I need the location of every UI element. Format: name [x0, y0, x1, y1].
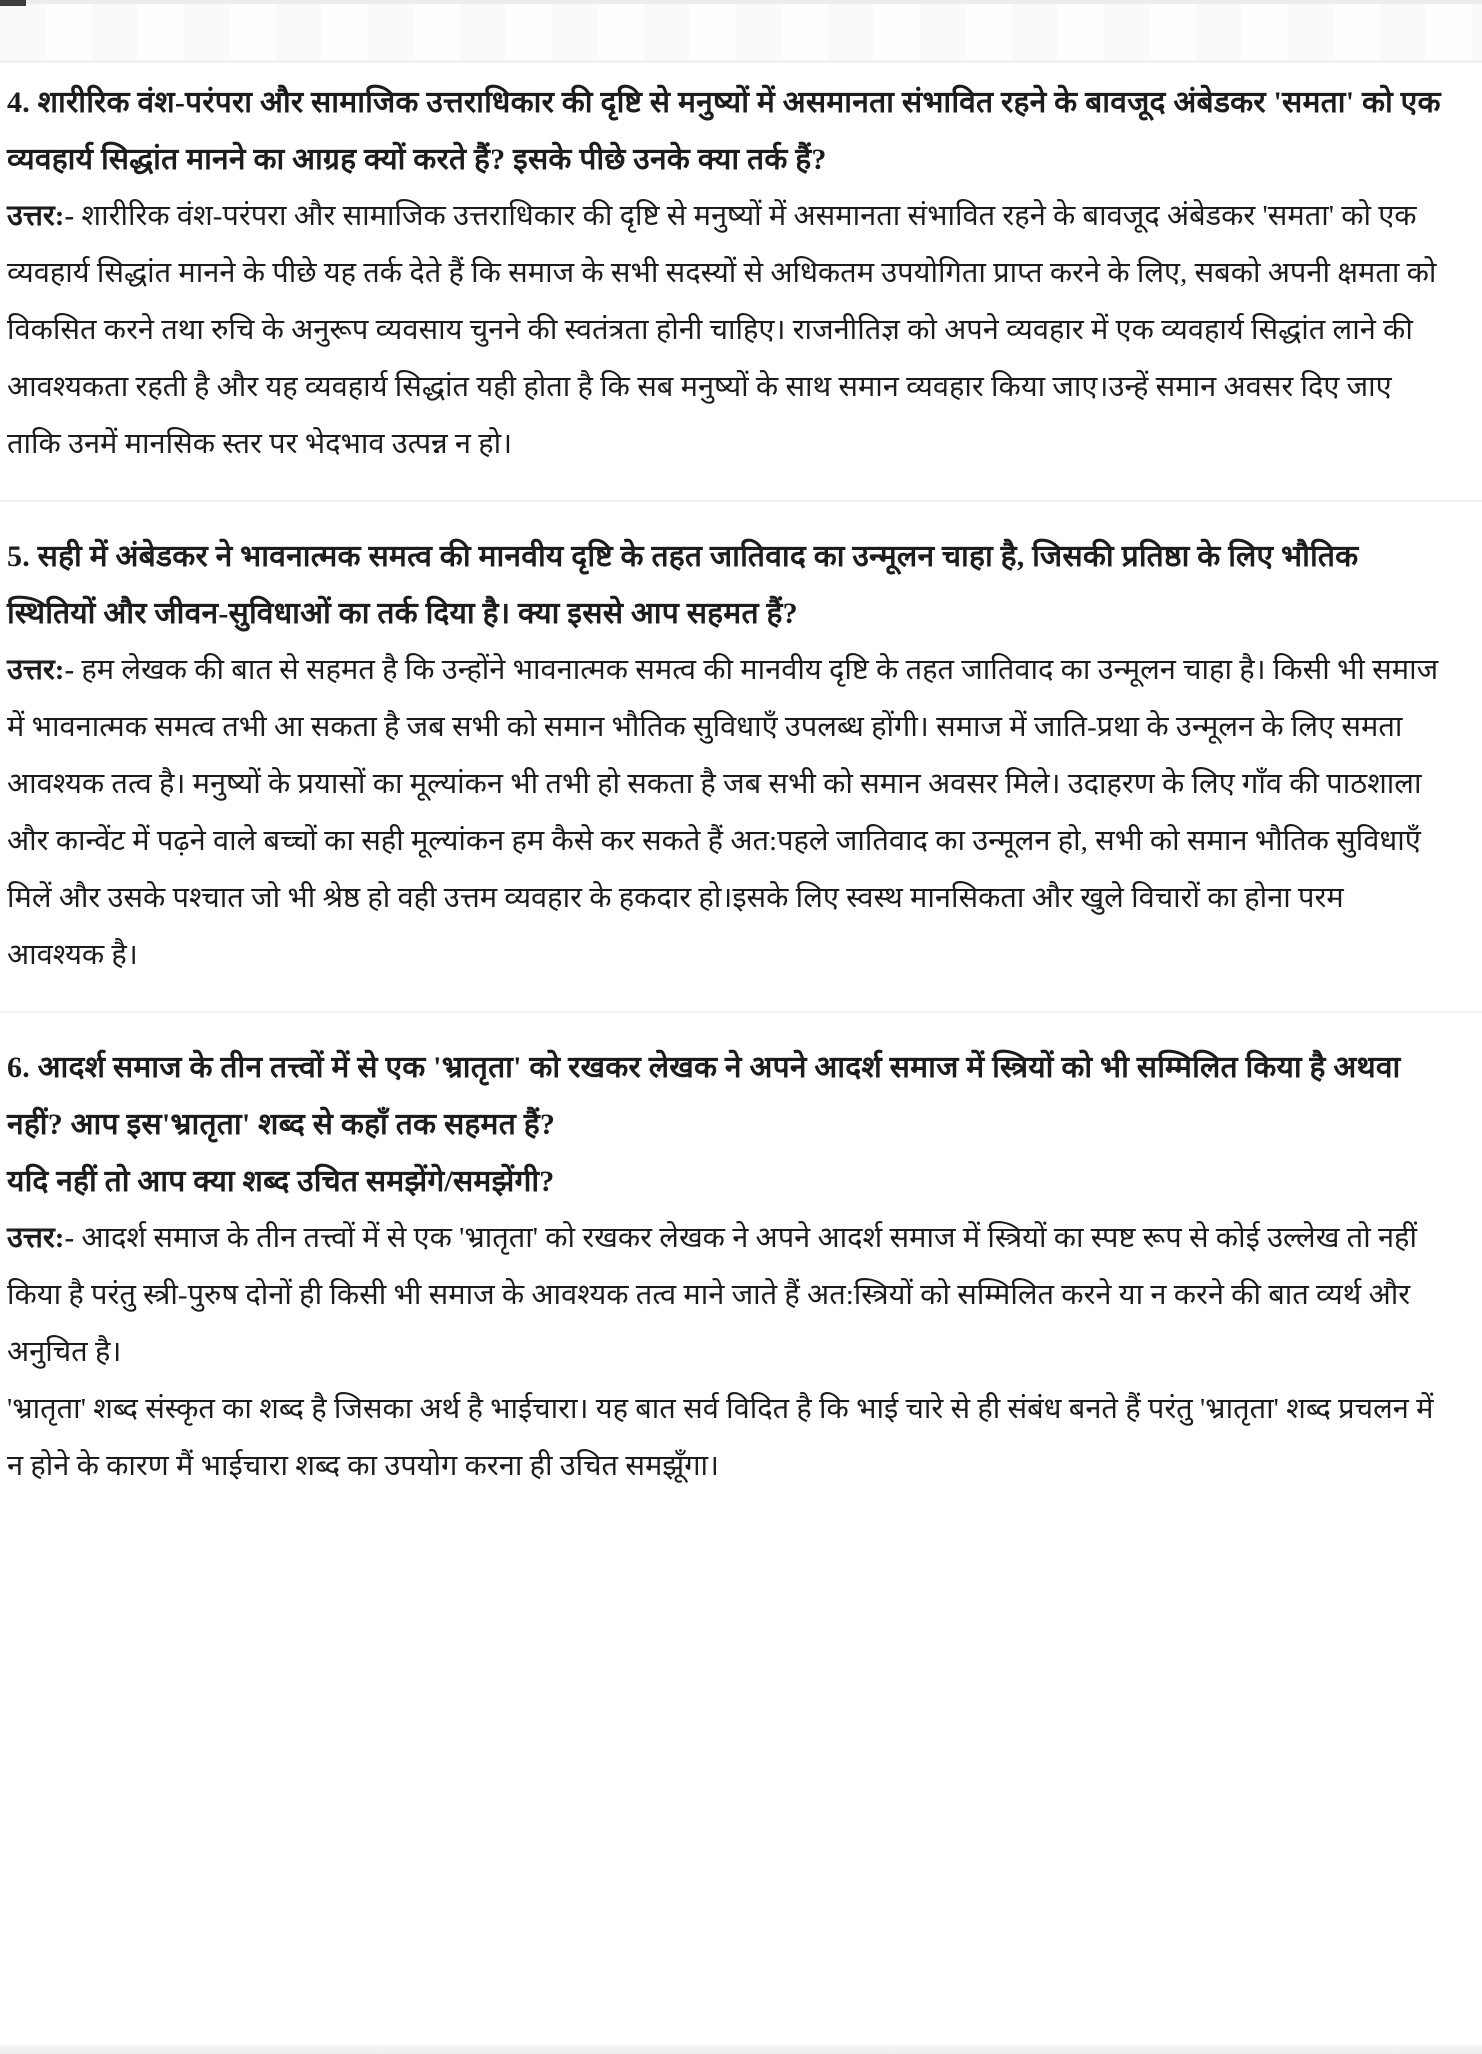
footer-strip [0, 2045, 1482, 2054]
question-subheading: यदि नहीं तो आप क्या शब्द उचित समझेंगे/समझेंगी? [7, 1165, 555, 1198]
answer-text: शारीरिक वंश-परंपरा और सामाजिक उत्तराधिकार की दृष्टि से मनुष्यों में असमानता संभावित रहने के बावजूद अंबेडकर 'समता' को एक व्यवहार्य सिद्धांत मानने के पीछे यह तर्क देते हैं कि समाज के सभी सदस्यों से अधिकतम उपयोगिता प्राप्त करने के लिए, सबको अपनी क्षमता को विकसित करने तथा रुचि के अनुरूप व्यवसाय चुनने की स्वतंत्रता होनी चाहिए। राजनीतिज्ञ को अपने व्यवहार में एक व्यवहार्य सिद्धांत लाने की आवश्यकता रहती है और यह व्यवहार्य सिद्धांत यही होता है कि सब मनुष्यों के साथ समान व्यवहार किया जाए।उन्हें समान अवसर दिए जाए ताकि उनमें मानसिक स्तर पर भेदभाव उत्पन्न न हो। [7, 200, 1437, 460]
answer-paragraph [7, 188, 1442, 473]
answer-paragraph [7, 642, 1442, 984]
question-heading: 4. शारीरिक वंश-परंपरा और सामाजिक उत्तराधिकार की दृष्टि से मनुष्यों में असमानता संभावित रहने के बावजूद अंबेडकर 'समता' को एक व्यवहार्य सिद्धांत मानने का आग्रह क्यों करते हैं? इसके पीछे उनके क्या तर्क हैं? [7, 86, 1441, 176]
answer-label: उत्तर:- [7, 200, 82, 232]
qa-section [7, 74, 1442, 473]
answer-label: उत्तर:- [7, 1222, 82, 1254]
section-divider [0, 1011, 1482, 1013]
question-heading: 6. आदर्श समाज के तीन तत्त्वों में से एक 'भ्रातृता' को रखकर लेखक ने अपने आदर्श समाज में स्त्रियों को भी सम्मिलित किया है अथवा नहीं? आप इस'भ्रातृता' शब्द से कहाँ तक सहमत हैं? [7, 1051, 1401, 1141]
answer-text: हम लेखक की बात से सहमत है कि उन्होंने भावनात्मक समत्व की मानवीय दृष्टि के तहत जातिवाद का उन्मूलन चाहा है। किसी भी समाज में भावनात्मक समत्व तभी आ सकता है जब सभी को समान भौतिक सुविधाएँ उपलब्ध होंगी। समाज में जाति-प्रथा के उन्मूलन के लिए समता आवश्यक तत्व है। मनुष्यों के प्रयासों का मूल्यांकन भी तभी हो सकता है जब सभी को समान अवसर मिले। उदाहरण के लिए गाँव की पाठशाला और कान्वेंट में पढ़ने वाले बच्चों का सही मूल्यांकन हम कैसे कर सकते हैं अत:पहले जातिवाद का उन्मूलन हो, सभी को समान भौतिक सुविधाएँ मिलें और उसके पश्चात जो भी श्रेष्ठ हो वही उत्तम व्यवहार के हकदार हो।इसके लिए स्वस्थ मानसिकता और खुले विचारों का होना परम आवश्यक है। [7, 654, 1439, 971]
qa-section [7, 1039, 1442, 1495]
question-heading: 5. सही में अंबेडकर ने भावनात्मक समत्व की मानवीय दृष्टि के तहत जातिवाद का उन्मूलन चाहा है, जिसकी प्रतिष्ठा के लिए भौतिक स्थितियों और जीवन-सुविधाओं का तर्क दिया है। क्या इससे आप सहमत हैं? [7, 540, 1359, 630]
qa-content [0, 74, 1482, 1495]
answer-paragraph [7, 1210, 1442, 1381]
answer-text: आदर्श समाज के तीन तत्त्वों में से एक 'भ्रातृता' को रखकर लेखक ने अपने आदर्श समाज में स्त्रियों का स्पष्ट रूप से कोई उल्लेख तो नहीं किया है परंतु स्त्री-पुरुष दोनों ही किसी भी समाज के आवश्यक तत्व माने जाते हैं अत:स्त्रियों को सम्मिलित करने या न करने की बात व्यर्थ और अनुचित है। [7, 1222, 1417, 1368]
answer-paragraph [7, 1381, 1442, 1495]
answer-text: 'भ्रातृता' शब्द संस्कृत का शब्द है जिसका अर्थ है भाईचारा। यह बात सर्व विदित है कि भाई चारे से ही संबंध बनते हैं परंतु 'भ्रातृता' शब्द प्रचलन में न होने के कारण मैं भाईचारा शब्द का उपयोग करना ही उचित समझूँगा। [7, 1393, 1434, 1482]
faded-header-band [0, 4, 1482, 63]
section-divider [0, 500, 1482, 502]
answer-label: उत्तर:- [7, 654, 82, 686]
qa-section [7, 528, 1442, 984]
